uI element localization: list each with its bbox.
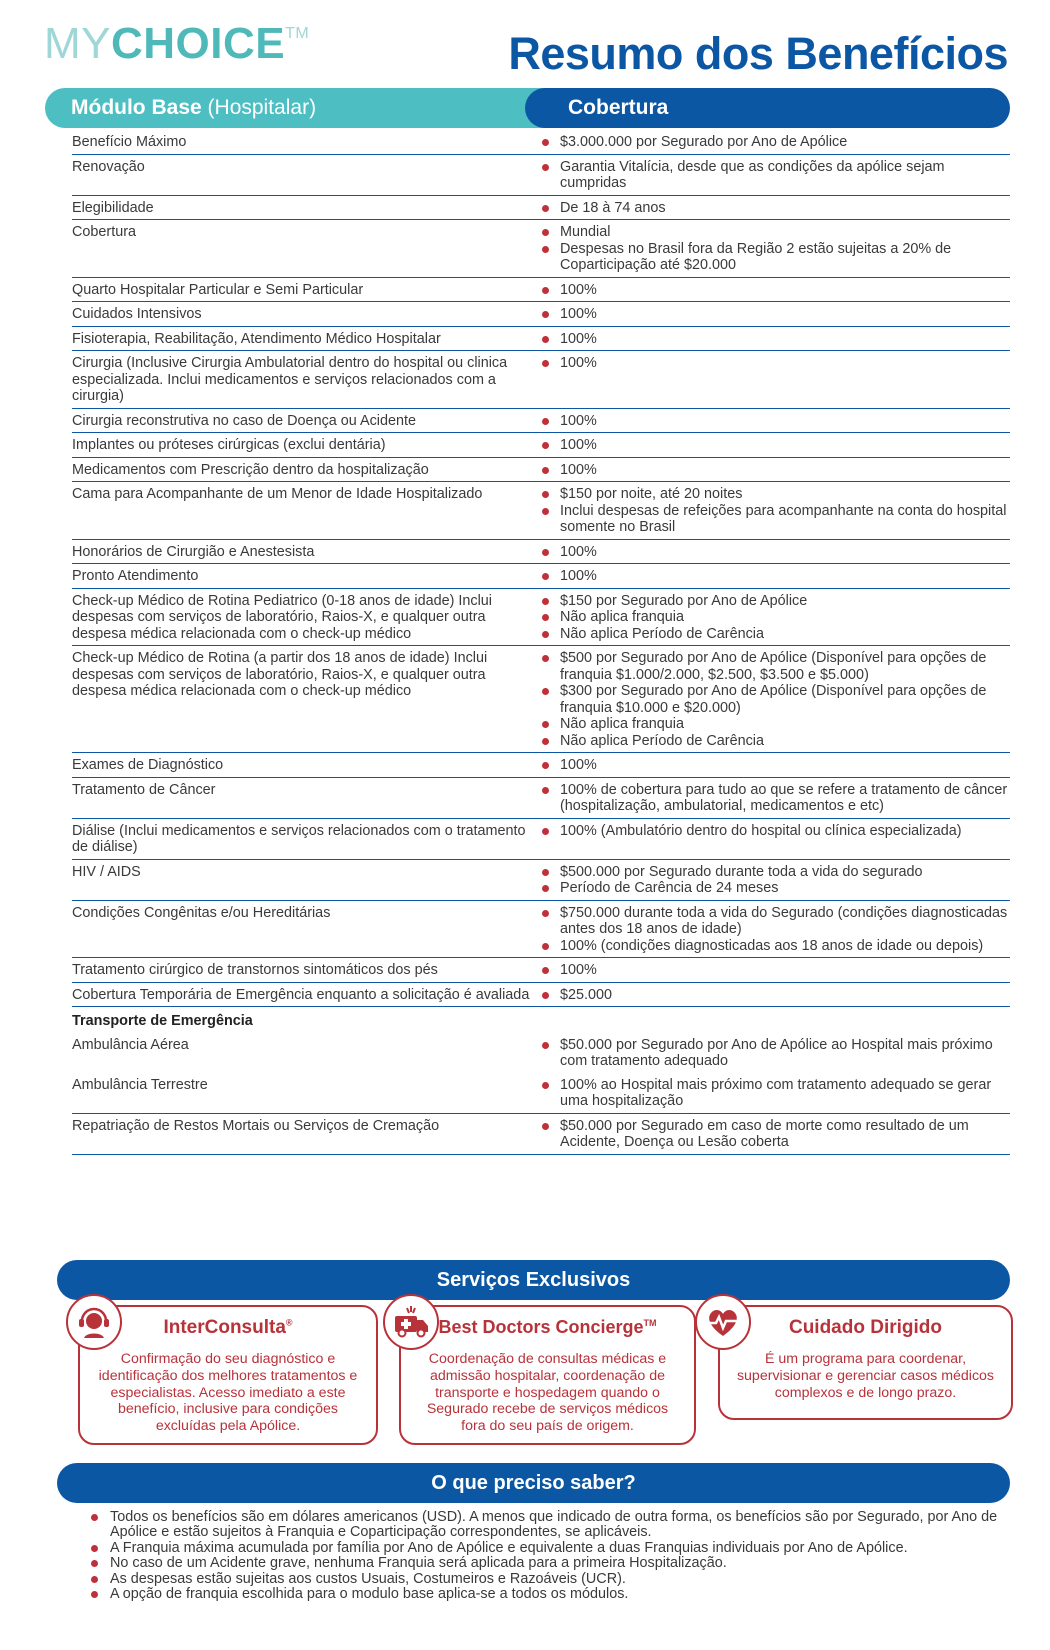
coverage-item: Não aplica Período de Carência: [540, 626, 1010, 643]
table-row: [72, 458, 1010, 483]
coverage-item: 100%: [540, 962, 1010, 979]
coverage-item: 100% ao Hospital mais próximo com tratamento adequado se gerar uma hospitalização: [540, 1077, 1010, 1110]
table-row: [72, 130, 1010, 155]
coverage-cell: [540, 413, 1010, 430]
benefits-table: [72, 130, 1010, 1155]
coverage-cell: [540, 1037, 1010, 1070]
coverage-item: Período de Carência de 24 meses: [540, 880, 1010, 897]
heart-pulse-icon: [695, 1294, 751, 1350]
service-card-interconsulta: [78, 1305, 378, 1445]
table-row: [72, 1033, 1010, 1073]
table-row: [72, 564, 1010, 589]
coverage-cell: [540, 544, 1010, 561]
table-row: [72, 753, 1010, 778]
benefit-label: Transporte de Emergência: [72, 1013, 253, 1029]
coverage-cell: [540, 593, 1010, 643]
benefit-label: Cirurgia (Inclusive Cirurgia Ambulatorial dentro do hospital ou clinica especializada. Inclui medicamentos e serviços relacionados com a cirurgia): [72, 355, 508, 404]
coverage-item: $50.000 por Segurado em caso de morte como resultado de um Acidente, Doença ou Lesão coberta: [540, 1118, 1010, 1151]
note-item: A Franquia máxima acumulada por família por Ano de Apólice e equivalente a duas Franquias individuais por Ano de Apólice.: [86, 1541, 1016, 1556]
table-row: [72, 433, 1010, 458]
table-row: [72, 351, 1010, 409]
service-title: InterConsulta®: [163, 1317, 293, 1338]
coverage-item: 100%: [540, 462, 1010, 479]
benefit-label: Medicamentos com Prescrição dentro da hospitalização: [72, 461, 429, 478]
table-row: [72, 540, 1010, 565]
coverage-item: Garantia Vitalícia, desde que as condições da apólice sejam cumpridas: [540, 159, 1010, 192]
coverage-cell: [540, 987, 1010, 1004]
coverage-cell: [540, 486, 1010, 536]
table-row: [72, 155, 1010, 196]
table-row: [72, 278, 1010, 303]
coverage-cell: [540, 962, 1010, 979]
benefit-label: Pronto Atendimento: [72, 568, 199, 584]
benefit-label: Condições Congênitas e/ou Hereditárias: [72, 904, 331, 921]
benefit-label: Diálise (Inclui medicamentos e serviços relacionados com o tratamento de diálise): [72, 822, 526, 855]
coverage-item: 100%: [540, 331, 1010, 348]
table-row: [72, 220, 1010, 278]
coverage-cell: [540, 905, 1010, 955]
coverage-header: Cobertura: [525, 88, 1010, 128]
table-header: [45, 88, 1010, 128]
benefit-label: Benefício Máximo: [72, 134, 187, 150]
coverage-item: 100% (Ambulatório dentro do hospital ou clínica especializada): [540, 823, 1010, 840]
coverage-item: 100%: [540, 437, 1010, 454]
coverage-item: $3.000.000 por Segurado por Ano de Apólice: [540, 134, 1010, 151]
table-row: [72, 901, 1010, 959]
table-row: [72, 646, 1010, 753]
benefit-label: Implantes ou próteses cirúrgicas (exclui dentária): [72, 437, 386, 453]
benefit-label: Quarto Hospitalar Particular e Semi Particular: [72, 281, 364, 298]
table-row: [72, 589, 1010, 647]
table-row: [72, 983, 1010, 1008]
benefit-label: HIV / AIDS: [72, 863, 141, 880]
coverage-cell: [540, 1077, 1010, 1110]
coverage-cell: [540, 823, 1010, 856]
mychoice-logo: MYCHOICE™: [44, 19, 310, 68]
benefit-label: Renovação: [72, 158, 145, 175]
service-card-cuidado: [718, 1305, 1013, 1420]
benefit-label: Tratamento de Câncer: [72, 781, 216, 798]
coverage-cell: [540, 782, 1010, 815]
coverage-item: $500 por Segurado por Ano de Apólice (Disponível para opções de franquia $1.000/2.000, $2.500, $3.500 e $5.000): [540, 650, 1010, 683]
coverage-cell: [540, 355, 1010, 405]
coverage-item: 100% de cobertura para tudo ao que se refere a tratamento de câncer (hospitalização, ambulatorial, medicamentos e etc): [540, 782, 1010, 815]
service-body: Confirmação do seu diagnóstico e identificação dos melhores tratamentos e especialistas. Acesso imediato a este benefício, inclusive para condições excluídas pela Apólice.: [98, 1351, 358, 1435]
coverage-item: 100% (condições diagnosticadas aos 18 anos de idade ou depois): [540, 938, 1010, 955]
coverage-cell: [540, 331, 1010, 348]
coverage-item: $150 por Segurado por Ano de Apólice: [540, 593, 1010, 610]
table-row: [72, 302, 1010, 327]
coverage-item: Não aplica Período de Carência: [540, 733, 1010, 750]
benefit-label: Ambulância Terrestre: [72, 1076, 208, 1093]
benefit-label: Cobertura Temporária de Emergência enquanto a solicitação é avaliada: [72, 986, 530, 1003]
note-item: As despesas estão sujeitas aos custos Usuais, Costumeiros e Razoáveis (UCR).: [86, 1572, 1016, 1587]
table-row: [72, 327, 1010, 352]
coverage-cell: [540, 1013, 1010, 1030]
section-header-row: [72, 1007, 1010, 1033]
benefit-label: Elegibilidade: [72, 199, 154, 216]
service-title: Best Doctors Concierge™: [438, 1317, 657, 1337]
coverage-item: 100%: [540, 355, 1010, 372]
coverage-item: 100%: [540, 306, 1010, 323]
page-title: Resumo dos Benefícios: [508, 28, 1008, 79]
coverage-item: 100%: [540, 757, 1010, 774]
notes-band: O que preciso saber?: [57, 1463, 1010, 1503]
service-body: Coordenação de consultas médicas e admissão hospitalar, coordenação de transporte e hospedagem quando o Segurado recebe de serviços médicos fora do seu país de origem.: [426, 1351, 669, 1435]
coverage-cell: [540, 650, 1010, 749]
benefit-label: Check-up Médico de Rotina Pediatrico (0-18 anos de idade) Inclui despesas com serviços de laboratório, Raios-X, e qualquer outra despesa médica relacionada com o check-up médico: [72, 592, 492, 642]
benefit-label: Cirurgia reconstrutiva no caso de Doença ou Acidente: [72, 412, 416, 429]
table-row: [72, 409, 1010, 434]
table-row: [72, 819, 1010, 860]
service-card-concierge: [399, 1305, 696, 1445]
coverage-item: Não aplica franquia: [540, 609, 1010, 626]
coverage-item: 100%: [540, 413, 1010, 430]
coverage-item: 100%: [540, 544, 1010, 561]
coverage-cell: [540, 224, 1010, 274]
coverage-cell: [540, 864, 1010, 897]
coverage-item: $500.000 por Segurado durante toda a vida do segurado: [540, 864, 1010, 881]
table-row: [72, 482, 1010, 540]
note-item: A opção de franquia escolhida para o modulo base aplica-se a todos os módulos.: [86, 1587, 1016, 1602]
benefit-label: Check-up Médico de Rotina (a partir dos 18 anos de idade) Inclui despesas com serviços de laboratório, Raios-X, e qualquer outra despesa médica relacionada com o check-up médico: [72, 650, 488, 699]
services-band: Serviços Exclusivos: [57, 1260, 1010, 1300]
coverage-cell: [540, 437, 1010, 454]
table-row: [72, 958, 1010, 983]
coverage-cell: [540, 159, 1010, 192]
table-row: [72, 778, 1010, 819]
headset-doctor-icon: [66, 1294, 122, 1350]
benefit-label: Repatriação de Restos Mortais ou Serviços de Cremação: [72, 1117, 440, 1134]
coverage-item: $50.000 por Segurado por Ano de Apólice ao Hospital mais próximo com tratamento adequado: [540, 1037, 1010, 1070]
benefit-label: Ambulância Aérea: [72, 1036, 189, 1053]
coverage-item: De 18 à 74 anos: [540, 200, 1010, 217]
coverage-cell: [540, 462, 1010, 479]
coverage-item: $300 por Segurado por Ano de Apólice (Disponível para opções de franquia $10.000 e $20.000): [540, 683, 1010, 716]
coverage-cell: [540, 200, 1010, 217]
coverage-item: $25.000: [540, 987, 1010, 1004]
benefit-label: Honorários de Cirurgião e Anestesista: [72, 543, 315, 560]
table-row: [72, 196, 1010, 221]
coverage-item: $150 por noite, até 20 noites: [540, 486, 1010, 503]
module-header: Módulo Base (Hospitalar): [45, 88, 545, 128]
note-item: Todos os benefícios são em dólares americanos (USD). A menos que indicado de outra forma, os benefícios são por Segurado, por Ano de Apólice e estão sujeitos à Franquia e Coparticipação correspondentes, se aplicáveis.: [86, 1510, 1016, 1541]
coverage-item: Despesas no Brasil fora da Região 2 estão sujeitas a 20% de Coparticipação até $20.000: [540, 241, 1010, 274]
note-item: No caso de um Acidente grave, nenhuma Franquia será aplicada para a primeira Hospitalização.: [86, 1556, 1016, 1571]
coverage-cell: [540, 306, 1010, 323]
coverage-item: Não aplica franquia: [540, 716, 1010, 733]
notes-list: [86, 1510, 1016, 1602]
benefit-label: Cama para Acompanhante de um Menor de Idade Hospitalizado: [72, 486, 483, 502]
coverage-item: $750.000 durante toda a vida do Segurado (condições diagnosticadas antes dos 18 anos de idade): [540, 905, 1010, 938]
table-row: [72, 1073, 1010, 1114]
coverage-item: 100%: [540, 282, 1010, 299]
benefit-label: Cuidados Intensivos: [72, 306, 202, 322]
benefit-label: Exames de Diagnóstico: [72, 757, 224, 773]
benefit-label: Fisioterapia, Reabilitação, Atendimento Médico Hospitalar: [72, 330, 441, 347]
coverage-cell: [540, 1118, 1010, 1151]
table-row: [72, 860, 1010, 901]
coverage-cell: [540, 134, 1010, 151]
table-row: [72, 1114, 1010, 1155]
coverage-item: Mundial: [540, 224, 1010, 241]
coverage-item: 100%: [540, 568, 1010, 585]
ambulance-icon: [383, 1294, 439, 1350]
service-body: É um programa para coordenar, supervisionar e gerenciar casos médicos complexos e de longo prazo.: [736, 1351, 995, 1401]
benefit-label: Cobertura: [72, 224, 136, 240]
coverage-cell: [540, 568, 1010, 585]
service-title: Cuidado Dirigido: [788, 1317, 943, 1338]
benefit-label: Tratamento cirúrgico de transtornos sintomáticos dos pés: [72, 962, 438, 978]
coverage-cell: [540, 757, 1010, 774]
coverage-cell: [540, 282, 1010, 299]
coverage-item: Inclui despesas de refeições para acompanhante na conta do hospital somente no Brasil: [540, 503, 1010, 536]
